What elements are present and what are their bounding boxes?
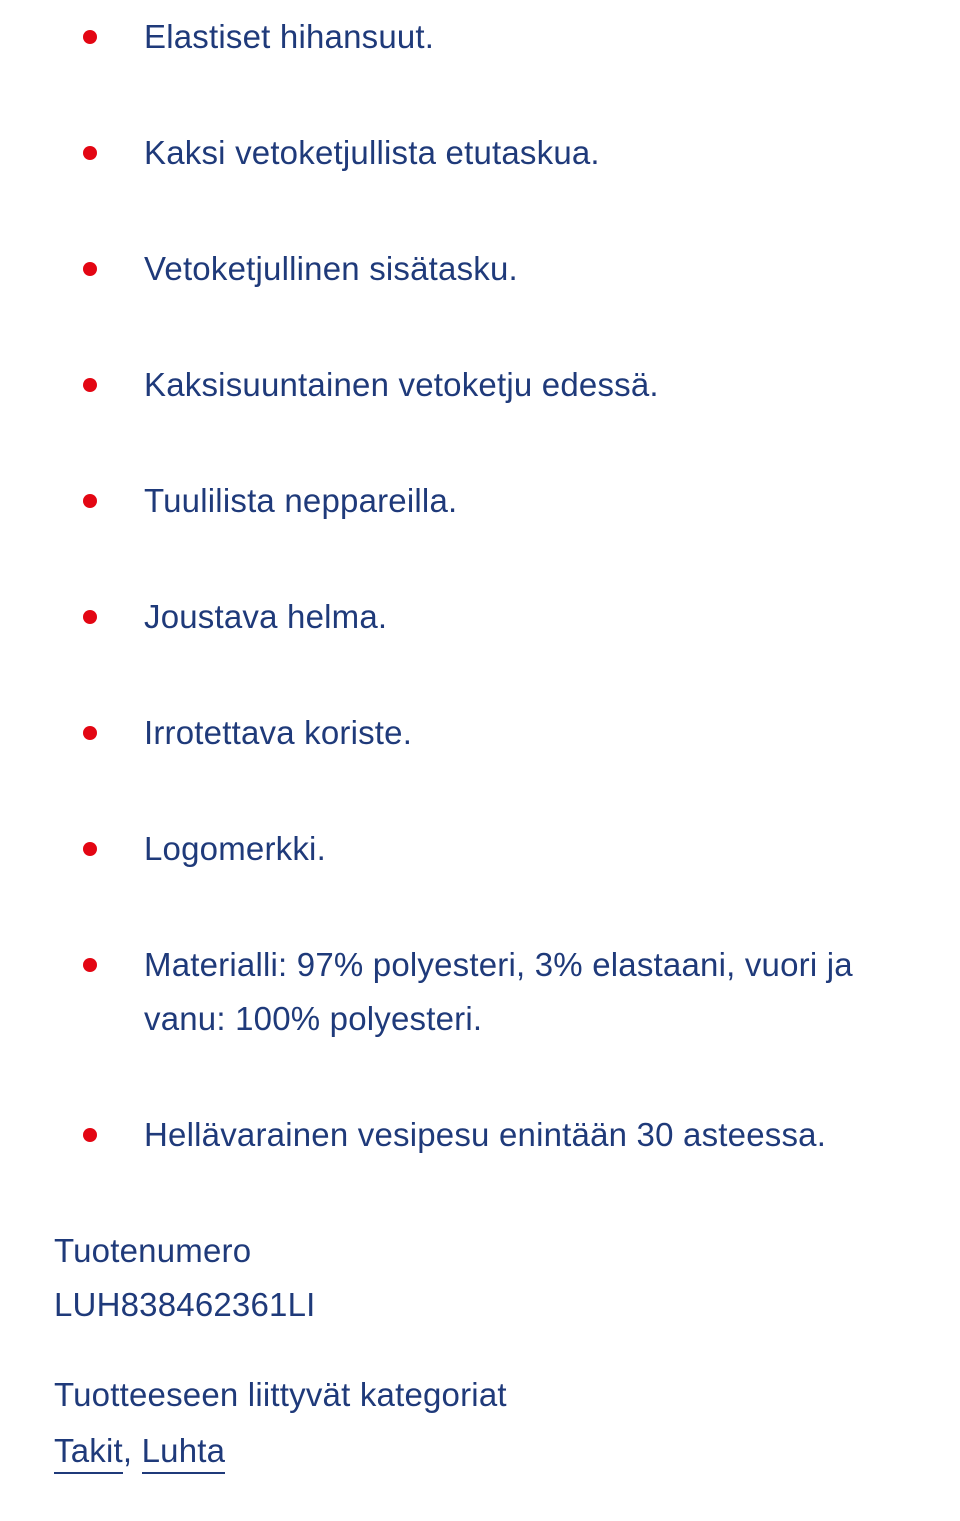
bullet-dot-icon (83, 726, 97, 740)
bullet-dot-icon (83, 494, 97, 508)
bullet-dot-icon (83, 842, 97, 856)
category-separator: , (122, 1432, 133, 1469)
feature-text: Kaksisuuntainen vetoketju edessä. (144, 366, 659, 403)
product-number-value: LUH838462361LI (54, 1286, 316, 1323)
bullet-dot-icon (83, 146, 97, 160)
product-number-label: Tuotenumero (54, 1232, 252, 1269)
feature-item (144, 706, 914, 760)
feature-item (144, 822, 914, 876)
feature-item (144, 10, 914, 64)
feature-item (144, 358, 914, 412)
bullet-dot-icon (83, 610, 97, 624)
feature-text: Joustava helma. (144, 598, 388, 635)
feature-item (144, 1108, 914, 1162)
category-link-takit[interactable]: Takit (54, 1430, 123, 1474)
bullet-dot-icon (83, 378, 97, 392)
bullet-dot-icon (83, 958, 97, 972)
feature-text: Elastiset hihansuut. (144, 18, 435, 55)
feature-item (144, 242, 914, 296)
feature-item (144, 938, 914, 1046)
feature-text: Materialli: 97% polyesteri, 3% elastaani, vuori ja vanu: 100% polyesteri. (144, 946, 853, 1037)
category-link-luhta[interactable]: Luhta (142, 1430, 226, 1474)
feature-item (144, 590, 914, 644)
feature-text: Vetoketjullinen sisätasku. (144, 250, 518, 287)
feature-text: Hellävarainen vesipesu enintään 30 asteessa. (144, 1116, 827, 1153)
bullet-dot-icon (83, 1128, 97, 1142)
feature-text: Logomerkki. (144, 830, 326, 867)
bullet-dot-icon (83, 262, 97, 276)
feature-text: Kaksi vetoketjullista etutaskua. (144, 134, 600, 171)
feature-item (144, 126, 914, 180)
feature-item (144, 474, 914, 528)
feature-text: Irrotettava koriste. (144, 714, 413, 751)
feature-text: Tuulilista neppareilla. (144, 482, 458, 519)
category-links (54, 1424, 225, 1478)
bullet-dot-icon (83, 30, 97, 44)
categories-label: Tuotteeseen liittyvät kategoriat (54, 1376, 507, 1413)
